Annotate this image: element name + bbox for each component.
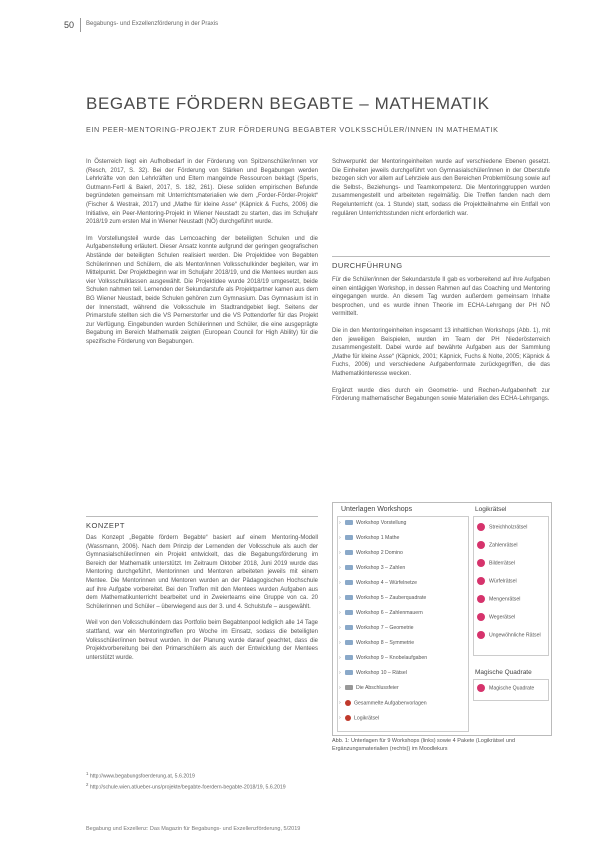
- puzzle-icon: [477, 684, 485, 692]
- puzzle-icon: [477, 577, 485, 585]
- running-title: Begabungs- und Exzellenzförderung in der Praxis: [86, 21, 219, 27]
- folder-icon: [345, 625, 353, 630]
- right-column-durchfuehrung: [332, 276, 550, 412]
- magic-item-label: Magische Quadrate: [489, 685, 535, 692]
- workshop-label: Workshop 9 – Knobelaufgaben: [356, 655, 428, 661]
- workshop-figure: [332, 502, 552, 736]
- logic-item[interactable]: [477, 541, 518, 551]
- right-column-intro: [332, 158, 550, 226]
- workshop-row[interactable]: [339, 700, 427, 710]
- header-divider: [80, 18, 81, 32]
- folder-icon: [345, 580, 353, 585]
- workshop-row[interactable]: [339, 625, 414, 635]
- chevron-right-icon[interactable]: ›: [339, 520, 341, 526]
- workshop-row[interactable]: [339, 550, 403, 560]
- figure-caption: Abb. 1: Unterlagen für 9 Workshops (links) sowie 4 Pakete (Logikrätsel und Ergänzungsmaterialien (rechts)) im Moodlekurs: [332, 738, 516, 752]
- folder-icon: [345, 670, 353, 675]
- logic-item[interactable]: [477, 559, 515, 569]
- workshop-label: Logikrätsel: [354, 715, 380, 722]
- workshop-row[interactable]: [339, 610, 423, 620]
- section-heading-konzept: KONZEPT: [86, 516, 318, 530]
- workshop-row[interactable]: [339, 580, 417, 590]
- paragraph: Weil von den Volksschulkindern das Portfolio beim Begabtenpool lediglich alle 14 Tage stattfand, war ein Mentoringtreffen pro Woche im Einsatz, sodass die beteiligten Volksschüler/innen betreut wurden. In der Planung wurde darauf geachtet, dass die Projektvorbereitung bei den Primarschülern als auch der Entwicklung der Mentees unterstützt wurde.: [86, 620, 318, 661]
- logic-item[interactable]: [477, 577, 517, 587]
- chevron-right-icon[interactable]: ›: [339, 685, 341, 691]
- folder-icon: [345, 595, 353, 600]
- workshops-heading: Unterlagen Workshops: [341, 506, 413, 513]
- workshop-label: Workshop 3 – Zahlen: [356, 565, 406, 571]
- folder-icon: [345, 520, 353, 525]
- paragraph: Die in den Mentoringeinheiten insgesamt 13 inhaltlichen Workshops (Abb. 1), mit den jeweiligen Beispielen, wurden im Team der PH Niederösterreich zusammengestellt. Dabei wurde auf bewährte Aufgaben aus der Sammlung „Mathe für kleine Asse“ (Käpnick, 2001; Käpnick, Fuchs & Nolte, 2005; Käpnick & Fuchs, 2006) und verschiedene Aufgabenformate zurückgegriffen, die das Mathematikinteresse wecken.: [332, 327, 550, 377]
- logic-item-label: Wegerätsel: [489, 614, 516, 621]
- section-heading-durchfuehrung: DURCHFÜHRUNG: [332, 256, 550, 270]
- chevron-right-icon[interactable]: ›: [339, 700, 341, 707]
- paragraph: In Österreich liegt ein Aufholbedarf in der Förderung von Spitzenschüler/innen vor (Resch, 2017, S. 32). Bei der Förderung von Stärken und Begabungen werden Lehrkräfte von den Lehrkräften und Eltern mangelnde Ressourcen beklagt (Sperls, Gutmann-Fertl & Baierl, 2017, S. 182, 261). Diese soliden empirischen Befunde begründeten gemeinsam mit Unterrichtsmaterialien wie dem „Forder-Förder-Projekt“ (Fischer & Westrak, 2017) und „Mathe für kleine Asse“ (Käpnick & Fuchs, 2006) die Initiative, ein Peer-Mentoring-Projekt in Wiener Neustadt zu starten, das im Schuljahr 2018/19 zum ersten Mal in Wiener Neustadt (NÖ) durchgeführt wurde.: [86, 159, 318, 226]
- workshop-label: Workshop 1 Mathe: [356, 535, 400, 541]
- logic-item-label: Bilderrätsel: [489, 560, 515, 567]
- puzzle-icon: [477, 541, 485, 549]
- logic-item[interactable]: [477, 595, 520, 605]
- magic-item[interactable]: [477, 684, 534, 694]
- chevron-right-icon[interactable]: ›: [339, 640, 341, 646]
- logic-item-label: Zahlenrätsel: [489, 542, 518, 549]
- paragraph: Schwerpunkt der Mentoringeinheiten wurde auf verschiedene Ebenen gesetzt. Die Einheiten jeweils durchgeführt von Gymnasialschüler/innen in der Oberstufe bezogen sich vor allem auf Lehrziele aus den Bereichen Problemlösung sowie auf die Selbst-, Beziehungs- und Teamkompetenz. Die Mentoringgruppen wurden zusammengestellt und arbeiteten regelmäßig. Die Treffen fanden nach dem Regelunterricht (ca. 1 Stunde) statt, sodass die Projektteilnahme ein Entfall von regulären Unterrichtsstunden nicht erforderlich war.: [332, 159, 550, 217]
- paragraph: Im Vorstellungsteil wurde das Lerncoaching der beteiligten Schulen und die Aufgabenstellung erläutert. Dieser Ansatz konnte aufgrund der geringen geografischen Abstände der beteiligten Schulen realisiert werden. Die Projektidee von Begabten Schülerinnen und Schülern, die als Mentor/innen Volksschulkinder begleiten, war im Mittelpunkt. Der Projektbeginn war im Schuljahr 2018/19, und die Mentees wurden aus vier Volksschulklassen ausgewählt. Die Projektidee wurde 2018/19 umgesetzt, beide Schulen nahmen teil. Lernenden der Sekundarstufe als Projektpartner kamen aus dem BG Wiener Neustadt, beide Schulen gehören zum Gymnasium. Das Gymnasium ist in der Innenstadt, während die Volksschule im Stadtrandgebiet liegt. Seitens der Primarstufe stellten sich die VS Pernerstorfer und die VS Pottendorfer für das Projekt zur Verfügung. Eingebunden wurden Schülerinnen und Schüler, die eine ausgeprägte Begabung im Bereich Mathematik zeigten (European Council for High Ability) für die spezifische Förderung von Begabungen.: [86, 235, 318, 345]
- folder-icon: [345, 655, 353, 660]
- footnote-1: $^1$ http://www.begabungsfoerderung.at, 5.6.2019: [86, 771, 195, 780]
- workshop-label: Gesammelte Aufgabenvorlagen: [354, 700, 427, 707]
- workshop-label: Workshop Vorstellung: [356, 520, 407, 526]
- folder-icon: [345, 550, 353, 555]
- workshop-label: Workshop 6 – Zahlenmauern: [356, 610, 423, 616]
- paragraph: Das Konzept „Begabte fördern Begabte“ basiert auf einem Mentoring-Modell (Wassmann, 2006). Nach dem Prinzip der Lernenden der Volksschule als auch der Gymnasialschüler/innen ein Projekt entwickelt, das die Begabungsförderung im Bereich der Mathematik unterstützt. Im Zeitraum Oktober 2018, Juni 2019 wurde das Mentoring durchgeführt, Mentorinnen und Mentoren arbeiteten jeweils mit einem Mentee. Die Mentorinnen und Mentoren wurden an der Pädagogischen Hochschule auf ihre Aufgabe vorbereitet. Bei den Treffen mit den Mentees wurden Aufgaben aus dem Mathematikunterricht bearbeitet und in Zweierteams eine Gruppe von ca. 20 Schülerinnen und Schüler – überwiegend aus der 3. und 4. Schulstufe – ausgewählt.: [86, 535, 318, 610]
- chevron-right-icon[interactable]: ›: [339, 625, 341, 631]
- workshop-label: Workshop 10 – Rätsel: [356, 670, 407, 676]
- chevron-right-icon[interactable]: ›: [339, 715, 341, 722]
- left-column-intro: [86, 158, 318, 354]
- folder-icon: [345, 640, 353, 645]
- workshop-row[interactable]: [339, 565, 405, 575]
- magic-heading: Magische Quadrate: [475, 669, 532, 676]
- puzzle-icon: [477, 559, 485, 567]
- workshop-label: Workshop 2 Domino: [356, 550, 403, 556]
- workshop-row[interactable]: [339, 715, 379, 725]
- workshop-row[interactable]: [339, 520, 406, 530]
- puzzle-icon: [477, 523, 485, 531]
- page-footer: Begabung und Exzellenz: Das Magazin für Begabungs- und Exzellenzförderung, 5/2019: [86, 826, 301, 832]
- logic-item-label: Mengenrätsel: [489, 596, 521, 603]
- chevron-right-icon[interactable]: ›: [339, 580, 341, 586]
- chevron-right-icon[interactable]: ›: [339, 610, 341, 616]
- workshop-row[interactable]: [339, 655, 427, 665]
- logic-item[interactable]: [477, 631, 541, 641]
- chevron-right-icon[interactable]: ›: [339, 565, 341, 571]
- page-number: 50: [64, 20, 75, 30]
- running-header: [64, 18, 534, 32]
- folder-icon: [345, 565, 353, 570]
- folder-icon: [345, 535, 353, 540]
- workshop-row[interactable]: [339, 640, 414, 650]
- footnote-2: $^2$ http://schule.wien.at/ueber-uns/projekte/begabte-foerdern-begabte-2018/19, 5.6.2019: [86, 781, 286, 791]
- left-column-konzept: [86, 534, 318, 670]
- workshop-row[interactable]: [339, 670, 407, 680]
- resource-icon: [345, 715, 351, 721]
- puzzle-icon: [477, 595, 485, 603]
- workshop-row[interactable]: [339, 535, 399, 545]
- footnote-text: http://www.begabungsfoerderung.at, 5.6.2019: [89, 773, 195, 780]
- workshop-label: Workshop 7 – Geometrie: [356, 625, 414, 631]
- chevron-right-icon[interactable]: ›: [339, 655, 341, 661]
- workshop-row[interactable]: [339, 685, 399, 695]
- workshop-label: Die Abschlussfeier: [356, 685, 399, 691]
- puzzle-icon: [477, 613, 485, 621]
- logic-item-label: Würfelrätsel: [489, 578, 517, 585]
- logic-item[interactable]: [477, 523, 527, 533]
- chevron-right-icon[interactable]: ›: [339, 550, 341, 556]
- chevron-right-icon[interactable]: ›: [339, 595, 341, 601]
- resource-icon: [345, 700, 351, 706]
- logic-item[interactable]: [477, 613, 515, 623]
- puzzle-icon: [477, 631, 485, 639]
- article-title: BEGABTE FÖRDERN BEGABTE – MATHEMATIK: [86, 94, 490, 113]
- workshop-label: Workshop 5 – Zauberquadrate: [356, 595, 427, 601]
- logic-item-label: Ungewöhnliche Rätsel: [489, 632, 541, 639]
- logic-heading: Logikrätsel: [475, 506, 507, 513]
- logic-item-label: Streichholzrätsel: [489, 524, 528, 531]
- workshop-label: Workshop 8 – Symmetrie: [356, 640, 415, 646]
- article-subtitle: EIN PEER-MENTORING-PROJEKT ZUR FÖRDERUNG BEGABTER VOLKSSCHÜLER/INNEN IN MATHEMATIK: [86, 125, 499, 134]
- footnotes: [86, 770, 318, 791]
- chevron-right-icon[interactable]: ›: [339, 535, 341, 541]
- footnote-text: http://schule.wien.at/ueber-uns/projekte/begabte-foerdern-begabte-2018/19, 5.6.2019: [89, 784, 286, 791]
- workshop-label: Workshop 4 – Würfelnetze: [356, 580, 418, 586]
- chevron-right-icon[interactable]: ›: [339, 670, 341, 676]
- paragraph: Ergänzt wurde dies durch ein Geometrie- und Rechen-Aufgabenheft zur Förderung mathematischer Begabungen sowie Materialien des ECHA-Lehrgangs.: [332, 387, 550, 403]
- folder-icon: [345, 610, 353, 615]
- paragraph: Für die Schüler/innen der Sekundarstufe II gab es vorbereitend auf ihre Aufgaben einen eintägigen Workshop, in dessen Rahmen auf das Coaching und Mentoring eingegangen wurde. An diesem Tag wurden außerdem gemeinsam Inhalte besprochen, und es wurde ihnen Theorie im ECHA-Lehrgang der PH NÖ vermittelt.: [332, 277, 550, 318]
- workshop-row[interactable]: [339, 595, 426, 605]
- document-icon: [345, 685, 353, 690]
